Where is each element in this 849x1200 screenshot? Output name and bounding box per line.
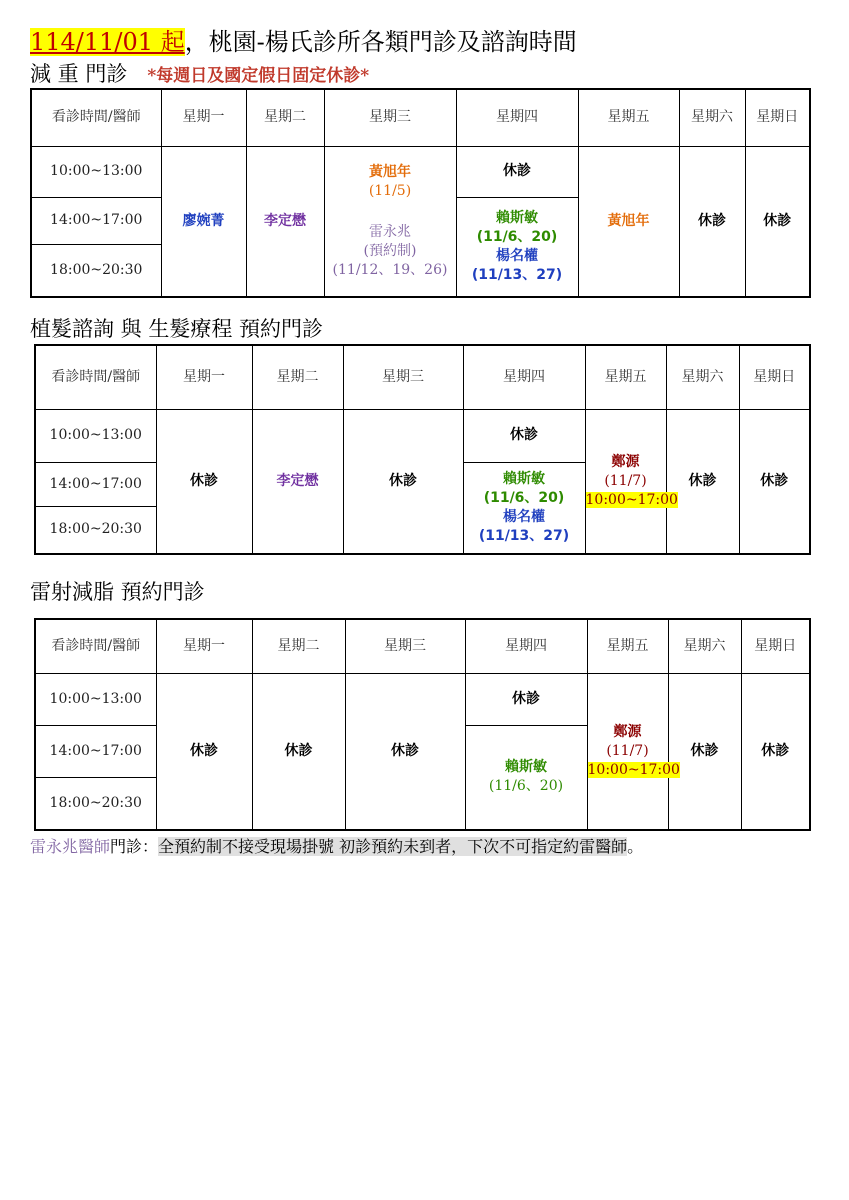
time-slot-afternoon: 14:00~17:00 bbox=[31, 197, 161, 244]
thu-doctor-c: 楊名權 bbox=[503, 508, 545, 525]
wed-closed: 休診 bbox=[345, 673, 465, 830]
holiday-notice: *每週日及國定假日固定休診* bbox=[147, 66, 370, 86]
time-slot-morning: 10:00~13:00 bbox=[35, 673, 156, 725]
thu-doctor-b: 賴斯敏 bbox=[496, 209, 538, 226]
thu-doctors bbox=[463, 462, 585, 554]
tue-doctor: 李定懋 bbox=[246, 146, 324, 297]
sun-closed: 休診 bbox=[741, 673, 810, 830]
time-slot-evening: 18:00~20:30 bbox=[31, 244, 161, 297]
time-slot-evening: 18:00~20:30 bbox=[35, 777, 156, 830]
thu-doctor-b: 賴斯敏 bbox=[503, 470, 545, 487]
hair-section-title: 植髮諮詢 與 生髮療程 預約門診 bbox=[30, 317, 324, 341]
weight-section-heading bbox=[30, 60, 369, 90]
fri-doctor bbox=[585, 409, 678, 554]
header-time-doctor: 看診時間/醫師 bbox=[31, 89, 161, 146]
time-slot-afternoon: 14:00~17:00 bbox=[35, 462, 156, 506]
sat-closed: 休診 bbox=[666, 409, 739, 554]
sat-closed: 休診 bbox=[679, 146, 745, 297]
header-sat: 星期六 bbox=[679, 89, 745, 146]
fri-doctor-name: 鄭源 bbox=[611, 453, 640, 470]
header-thu: 星期四 bbox=[465, 619, 587, 673]
header-mon: 星期一 bbox=[161, 89, 246, 146]
thu-doctor-c: 楊名權 bbox=[496, 247, 538, 264]
thu-morning-closed: 休診 bbox=[463, 409, 585, 462]
footer-end: 。 bbox=[627, 837, 644, 856]
sun-closed: 休診 bbox=[739, 409, 810, 554]
weight-schedule-table bbox=[30, 88, 811, 298]
thu-morning-closed: 休診 bbox=[465, 673, 587, 725]
thu-morning-closed: 休診 bbox=[456, 146, 578, 197]
header-time-doctor: 看診時間/醫師 bbox=[35, 345, 156, 409]
header-tue: 星期二 bbox=[246, 89, 324, 146]
laser-section-title: 雷射減脂 預約門診 bbox=[30, 580, 205, 604]
sun-closed: 休診 bbox=[745, 146, 810, 297]
header-wed: 星期三 bbox=[324, 89, 456, 146]
weight-section-title: 減 重 門診 bbox=[30, 62, 128, 86]
wed-doctor-b: 雷永兆 bbox=[369, 223, 411, 240]
header-sun: 星期日 bbox=[745, 89, 810, 146]
fri-doctor-name: 鄭源 bbox=[613, 723, 642, 740]
header-sun: 星期日 bbox=[739, 345, 810, 409]
footer-label: 門診： bbox=[110, 837, 159, 856]
mon-doctor: 廖婉菁 bbox=[161, 146, 246, 297]
header-fri: 星期五 bbox=[578, 89, 679, 146]
wed-doctor-b-date: (11/12、19、26) bbox=[332, 261, 448, 278]
thu-doctor-b-date: (11/6、20) bbox=[476, 228, 558, 245]
header-fri: 星期五 bbox=[585, 345, 666, 409]
fri-doctor-time: 10:00~17:00 bbox=[585, 491, 678, 508]
header-sat: 星期六 bbox=[668, 619, 741, 673]
header-fri: 星期五 bbox=[587, 619, 668, 673]
time-slot-morning: 10:00~13:00 bbox=[35, 409, 156, 462]
wed-doctor-b-note: (預約制) bbox=[363, 242, 417, 259]
wed-closed: 休診 bbox=[343, 409, 463, 554]
time-slot-evening: 18:00~20:30 bbox=[35, 506, 156, 554]
header-wed: 星期三 bbox=[343, 345, 463, 409]
thu-doctor-b: 賴斯敏 bbox=[505, 759, 547, 776]
fri-doctor: 黃旭年 bbox=[578, 146, 679, 297]
header-time-doctor: 看診時間/醫師 bbox=[35, 619, 156, 673]
time-slot-morning: 10:00~13:00 bbox=[31, 146, 161, 197]
thu-doctors bbox=[465, 725, 587, 830]
footer-note bbox=[30, 836, 643, 858]
wed-doctor-a-date: (11/5) bbox=[368, 182, 412, 199]
fri-doctor-date: (11/7) bbox=[604, 472, 647, 489]
header-wed: 星期三 bbox=[345, 619, 465, 673]
tue-doctor: 李定懋 bbox=[252, 409, 343, 554]
thu-doctors bbox=[456, 197, 578, 297]
time-slot-afternoon: 14:00~17:00 bbox=[35, 725, 156, 777]
header-tue: 星期二 bbox=[252, 345, 343, 409]
hair-schedule-table bbox=[34, 344, 811, 555]
fri-doctor-time: 10:00~17:00 bbox=[587, 761, 680, 778]
thu-doctor-b-date: (11/6、20) bbox=[483, 489, 565, 506]
header-tue: 星期二 bbox=[252, 619, 345, 673]
laser-schedule-table bbox=[34, 618, 811, 831]
mon-closed: 休診 bbox=[156, 409, 252, 554]
mon-closed: 休診 bbox=[156, 673, 252, 830]
wed-doctors bbox=[324, 146, 456, 297]
footer-doctor-name: 雷永兆醫師 bbox=[30, 837, 111, 856]
header-thu: 星期四 bbox=[456, 89, 578, 146]
effective-date: 114/11/01 起 bbox=[30, 28, 185, 56]
sat-closed: 休診 bbox=[668, 673, 741, 830]
page-title bbox=[30, 26, 577, 58]
fri-doctor-date: (11/7) bbox=[606, 742, 649, 759]
tue-closed: 休診 bbox=[252, 673, 345, 830]
thu-doctor-c-date: (11/13、27) bbox=[478, 527, 570, 544]
header-sat: 星期六 bbox=[666, 345, 739, 409]
header-sun: 星期日 bbox=[741, 619, 810, 673]
wed-doctor-a: 黃旭年 bbox=[369, 163, 411, 180]
thu-doctor-b-date: (11/6、20) bbox=[488, 778, 564, 795]
header-thu: 星期四 bbox=[463, 345, 585, 409]
thu-doctor-c-date: (11/13、27) bbox=[471, 266, 563, 283]
clinic-title: ，桃園-楊氏診所各類門診及諮詢時間 bbox=[184, 28, 577, 56]
footer-text: 全預約制不接受現場掛號 初診預約未到者，下次不可指定約雷醫師 bbox=[158, 837, 628, 856]
header-mon: 星期一 bbox=[156, 345, 252, 409]
header-mon: 星期一 bbox=[156, 619, 252, 673]
fri-doctor bbox=[587, 673, 680, 830]
